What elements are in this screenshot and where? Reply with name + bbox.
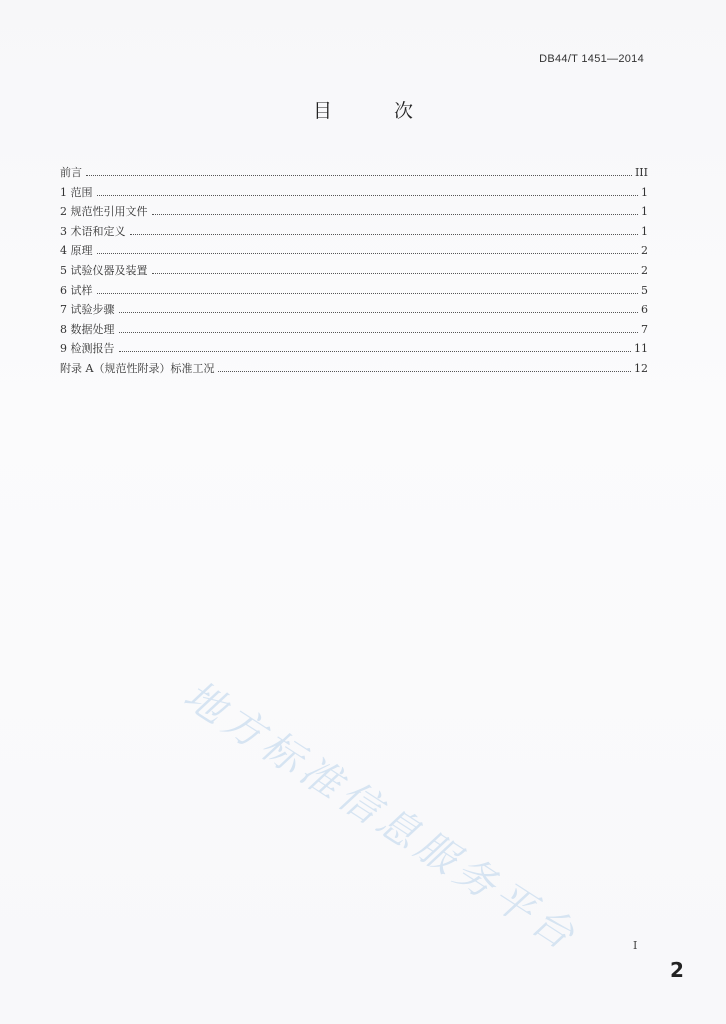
toc-entry-label: 1 范围 (60, 185, 93, 199)
toc-entry[interactable] (60, 164, 648, 184)
watermark-text: 地方标准信息服务平台 (175, 672, 587, 962)
roman-page-number: I (633, 939, 638, 952)
toc-entry-page: 6 (641, 303, 648, 317)
toc-entry-label: 前言 (60, 166, 82, 179)
toc-entry-label: 6 试样 (60, 283, 93, 297)
toc-entry-page: 1 (641, 185, 648, 199)
toc-entry[interactable] (60, 340, 648, 360)
toc-entry-page: 12 (634, 361, 648, 375)
toc-leader-dots (152, 214, 639, 215)
toc-entry[interactable] (60, 203, 648, 223)
toc-entry-label: 5 试验仪器及装置 (60, 263, 148, 277)
toc-entry[interactable] (60, 223, 648, 243)
page-number: 2 (670, 958, 684, 982)
toc-leader-dots (218, 371, 631, 372)
toc-leader-dots (119, 312, 639, 313)
toc-leader-dots (97, 195, 639, 196)
document-standard-id: DB44/T 1451—2014 (539, 53, 644, 65)
toc-leader-dots (119, 351, 632, 352)
page-title: 目 次 (312, 100, 442, 122)
toc-entry-page: 5 (641, 283, 648, 297)
toc-entry[interactable] (60, 321, 648, 341)
toc-entry-page: 7 (641, 322, 648, 336)
toc-entry-label: 9 检测报告 (60, 342, 115, 356)
toc-entry-page: 2 (641, 244, 648, 258)
toc-entry[interactable] (60, 282, 648, 302)
toc-entry[interactable] (60, 301, 648, 321)
toc-entry-label: 7 试验步骤 (60, 303, 115, 317)
toc-leader-dots (97, 293, 639, 294)
toc-entry-label: 附录 A（规范性附录）标准工况 (60, 361, 215, 375)
toc-leader-dots (119, 332, 639, 333)
toc-entry-label: 8 数据处理 (60, 322, 115, 336)
toc-leader-dots (86, 175, 632, 176)
toc-entry-page: 11 (634, 342, 648, 356)
toc-entry-page: 1 (641, 224, 648, 238)
toc-entry-label: 2 规范性引用文件 (60, 205, 148, 219)
table-of-contents (60, 164, 648, 380)
toc-leader-dots (97, 253, 639, 254)
toc-leader-dots (130, 234, 639, 235)
toc-entry[interactable] (60, 242, 648, 262)
toc-entry-page: III (634, 166, 648, 179)
toc-entry[interactable] (60, 184, 648, 204)
toc-entry[interactable] (60, 262, 648, 282)
toc-entry[interactable] (60, 360, 648, 380)
toc-entry-label: 4 原理 (60, 244, 93, 258)
toc-entry-page: 1 (641, 205, 648, 219)
toc-entry-page: 2 (641, 263, 648, 277)
toc-entry-label: 3 术语和定义 (60, 224, 126, 238)
toc-leader-dots (152, 273, 639, 274)
